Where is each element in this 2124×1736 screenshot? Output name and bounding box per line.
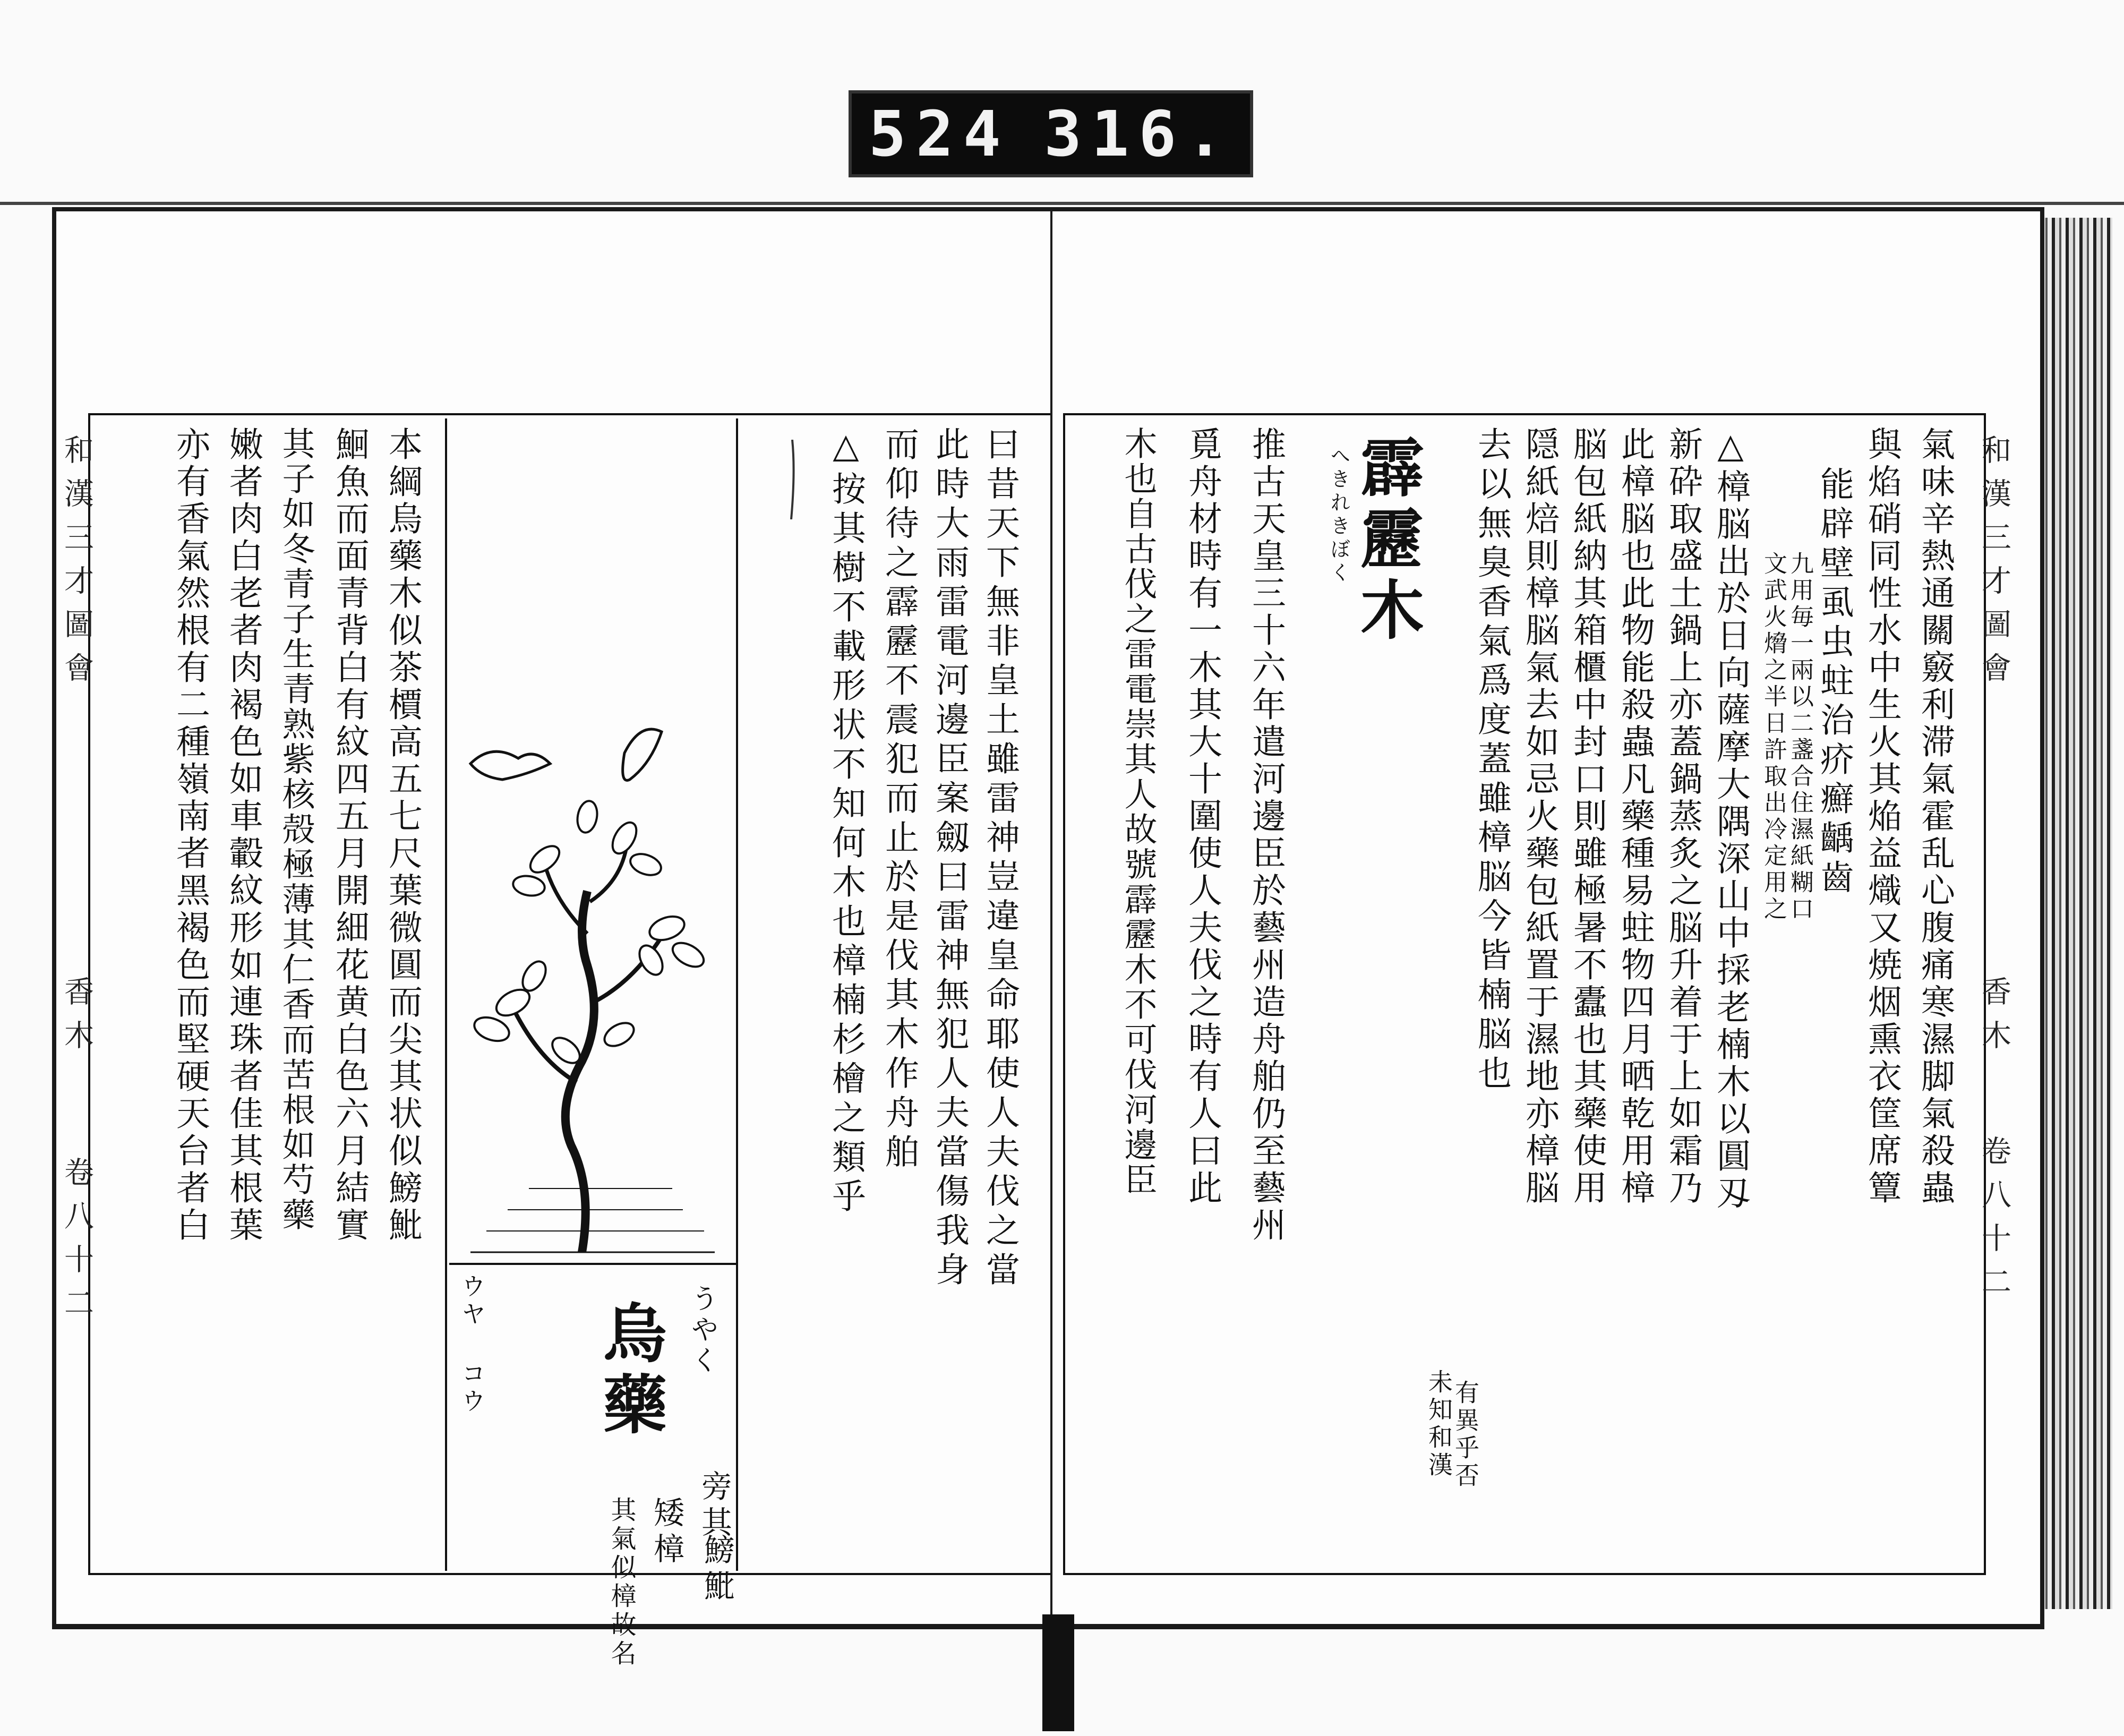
alt-name-2: 鰟魮 [699, 1534, 735, 1606]
right-text-col-5: 新砕取盛土鍋上亦蓋鍋蒸炙之脳升着于上如霜乃 [1663, 426, 1702, 1207]
right-text-col-3: 能辟壁虱虫蛀治疥癬齲齒 [1814, 466, 1854, 899]
right-text-col-6: 此樟脳也此物能殺蟲凡藥種易蛀物四月晒乾用樟 [1615, 426, 1655, 1207]
illustration-title: 烏藥 [593, 1300, 667, 1442]
left-continued-col-4: △按其樹不載形状不知何木也樟楠杉檜之類乎 [826, 426, 866, 1218]
right-note-col-2: 文武火熁之半日許取出冷定用之 [1760, 551, 1787, 923]
left-continued-col-2: 此時大雨雷電河邊臣案劔曰雷神無犯人夫當傷我身 [930, 426, 969, 1291]
right-page-edges [2038, 218, 2112, 1609]
right-margin-title: 和漢三才圖會 [1977, 434, 2011, 696]
left-column-divider [736, 418, 738, 1571]
scan-top-rule [0, 202, 2124, 205]
pencil-mark-icon [787, 440, 798, 519]
uyaku-tree-icon [449, 424, 731, 1263]
right-text-col-9: 去以無臭香氣爲度蓋雖樟脳今皆楠脳也 [1472, 426, 1511, 1094]
article-col-1: 推古天皇三十六年遣河邊臣於藝州造舟舶仍至藝州 [1246, 426, 1286, 1244]
article-col-2: 覓舟材時有一木其大十圍使人夫伐之時有人曰此 [1183, 426, 1222, 1207]
right-note-col-1: 九用毎一兩以二盞合住濕紙糊口 [1786, 551, 1813, 923]
book-binding-strap [1042, 1614, 1074, 1731]
left-margin-chapter: 香木 [59, 976, 94, 1063]
left-text-col-4: 嫩者肉白老者肉褐色如車轂紋形如連珠者佳其根葉 [224, 426, 263, 1244]
illustration-reading: ウヤ コウ [458, 1273, 486, 1416]
right-text-col-2: 與焰硝同性水中生火其焔益熾又焼烟熏衣筐席簟 [1862, 426, 1902, 1207]
plant-illustration [449, 424, 731, 1263]
right-note-col-4: 未知和漢 [1425, 1369, 1453, 1480]
article-title: 霹靂木 [1350, 434, 1425, 648]
archive-label [849, 90, 1253, 177]
alt-name-1: 旁其 [696, 1470, 732, 1542]
right-text-col-8: 隠紙焙則樟脳氣去如忌火藥包紙置于濕地亦樟脳 [1520, 426, 1559, 1207]
left-continued-col-3: 而仰待之霹靂不震犯而止於是伐其木作舟舶 [879, 426, 919, 1173]
left-text-col-2: 鮰魚而面青背白有紋四五月開細花黄白色六月結實 [330, 426, 369, 1244]
left-text-col-5: 亦有香氣然根有二種嶺南者黑褐色而堅硬天台者白 [170, 426, 210, 1244]
illustration-left-divider [445, 418, 447, 1571]
left-text-col-3: 其子如冬青子生青熟紫核殻極薄其仁香而苦根如芍藥 [277, 426, 315, 1233]
article-title-kana: へきれきぼく [1327, 445, 1350, 585]
alt-name-4: 其氣似樟故名 [606, 1496, 636, 1669]
left-margin-title: 和漢三才圖會 [59, 434, 94, 696]
archive-label-volume: 524 [868, 97, 1010, 170]
illustration-title-kana: うやく [686, 1284, 718, 1376]
right-text-col-4: △樟脳出於日向薩摩大隅深山中採老楠木以圓刄 [1711, 426, 1750, 1212]
right-text-col-7: 脳包紙納其箱櫃中封口則雖極暑不蠹也其藥使用 [1568, 426, 1607, 1207]
left-text-col-1: 本綱烏藥木似茶檟高五七尺葉微圓而尖其状似鰟魮 [383, 426, 422, 1244]
right-page [1050, 207, 2044, 1629]
article-col-3: 木也自古伐之雷電崇其人故號霹靂木不可伐河邊臣 [1119, 426, 1158, 1198]
open-book [52, 207, 2112, 1673]
left-page [52, 207, 1057, 1669]
left-continued-col-1: 曰昔天下無非皇土雖雷神豈違皇命耶使人夫伐之當 [980, 426, 1020, 1291]
right-margin-volume: 卷八十二 [1977, 1135, 2011, 1310]
archive-label-page: 316. [1044, 97, 1234, 170]
alt-name-3: 矮樟 [648, 1496, 684, 1569]
illustration-bottom-rule [449, 1263, 736, 1265]
right-note-col-3: 有異乎否 [1451, 1380, 1480, 1490]
left-margin-volume: 卷八十二 [59, 1157, 94, 1331]
right-margin-chapter: 香木 [1977, 976, 2011, 1063]
right-text-col-1: 氣味辛熱通關竅利滞氣霍乱心腹痛寒濕脚氣殺蟲 [1915, 426, 1955, 1207]
